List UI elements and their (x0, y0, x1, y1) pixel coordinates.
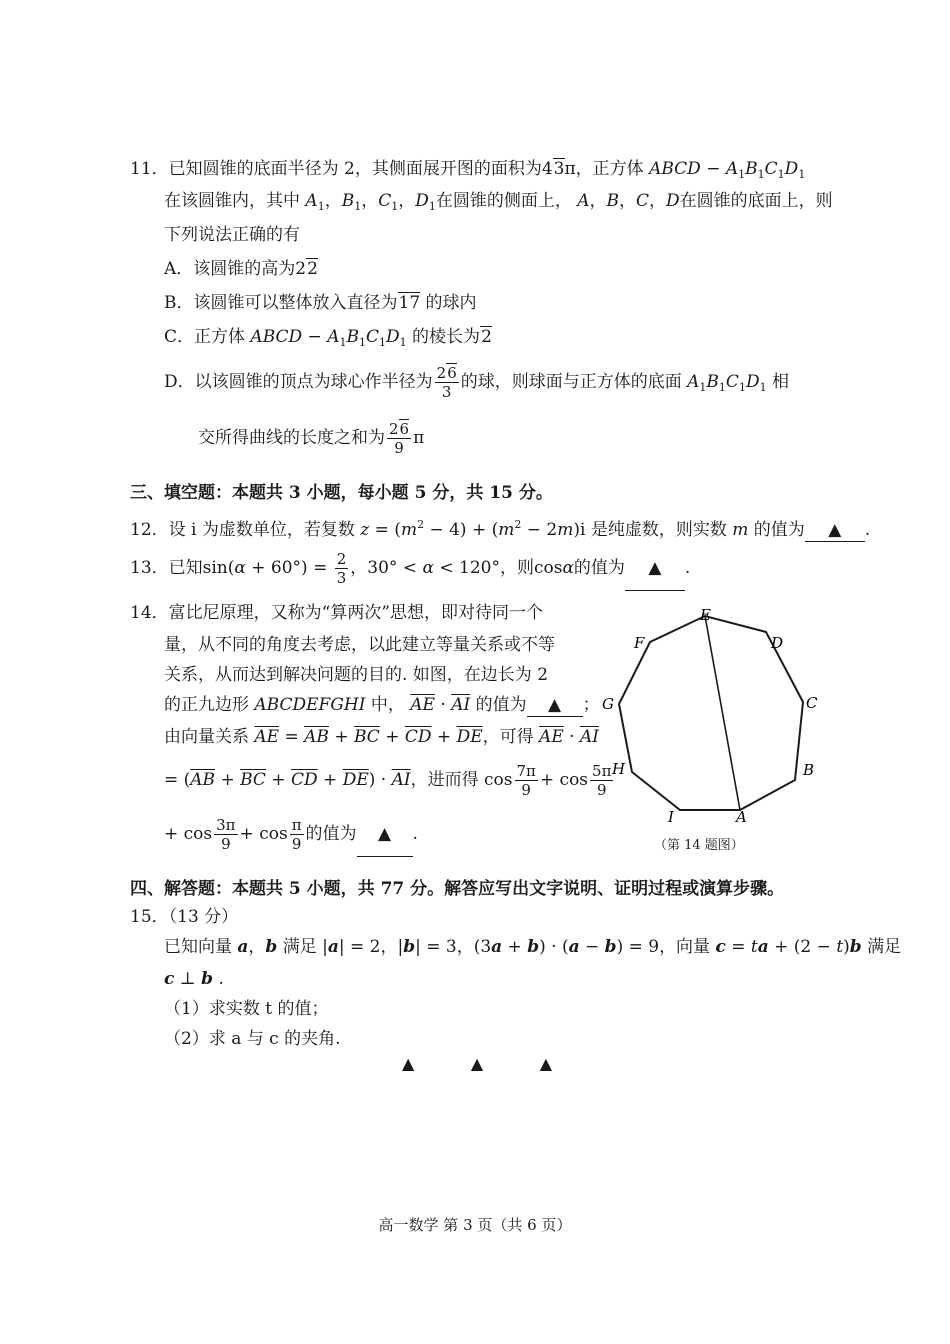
q12-answer-blank[interactable]: ▲ (805, 519, 865, 542)
vertex-label-e: E (700, 606, 711, 624)
q15-line2: c ⊥ b . (164, 969, 224, 989)
q14-line4: 的正九边形 ABCDEFGHI 中， $\overline{AE} \cdot \overline{AI}$ 的值为 ▲ ； (164, 695, 600, 715)
end-mark-3: ▲ (539, 1054, 552, 1073)
vertex-label-i: I (668, 808, 674, 826)
q11-option-a: A．该圆锥的高为22 (164, 259, 318, 279)
q11-line2: 在该圆锥内，其中 $A_1$，$B_1$，$C_1$，$D_1$在圆锥的侧面上， A，B，C，D在圆锥的底面上，则 (164, 191, 833, 213)
q14-answer-blank-1[interactable]: ▲ (527, 694, 583, 717)
section-4-heading: 四、解答题：本题共 5 小题，共 77 分。解答应写出文字说明、证明过程或演算步骤。 (130, 879, 785, 899)
vertex-label-g: G (602, 695, 614, 713)
q14-line5: 由向量关系 $\overline{AE} = \overline{AB} + \overline{BC} + \overline{CD} + \overline{DE}$，可得 $\overline{AE} \cdot \overline{AI}$ (164, 727, 599, 747)
q14-line1: 14．富比尼原理，又称为“算两次”思想，即对待同一个 (130, 603, 544, 623)
page-footer: 高一数学 第 3 页（共 6 页） (378, 1216, 572, 1234)
q15-title: 15．（13 分） (130, 907, 239, 927)
q14-line3: 关系，从而达到解决问题的目的. 如图，在边长为 2 (164, 665, 549, 685)
vertex-label-d: D (771, 634, 784, 652)
q14-line2: 量，从不同的角度去考虑，以此建立等量关系或不等 (164, 635, 555, 655)
q13: 13．已知sin(α + 60°) = $\frac{2}{3}$ ，30° < α < 120°，则cosα的值为 ▲ . (130, 546, 690, 591)
q14-answer-blank-2[interactable]: ▲ (357, 812, 413, 857)
end-mark-2: ▲ (470, 1054, 484, 1073)
q15-part1: （1）求实数 t 的值； (164, 999, 329, 1019)
q14-line6: = $(\overline{AB} + \overline{BC} + \overline{CD} + \overline{DE}) \cdot \overline{AI}$，进而得 cos $\frac{7\pi}{9}$ + cos $\frac{5\pi}{9}$ (164, 762, 612, 799)
figure-caption: （第 14 题图） (654, 838, 744, 853)
vertex-label-f: F (634, 634, 645, 652)
q14-line7: + cos $\frac{3\pi}{9}$ + cos $\frac{\pi}{9}$ 的值为 ▲ . (164, 812, 418, 857)
q15-line1: 已知向量 a，b 满足 |a| = 2，|b| = 3，(3a + b) · (a − b) = 9，向量 c = ta + (2 − t)b 满足 (164, 937, 902, 957)
vertex-label-c: C (806, 694, 818, 712)
nonagon-figure (596, 604, 828, 826)
q11-option-d-line1: D．以该圆锥的顶点为球心作半径为 $\frac{26}{3}$ 的球，则球面与正方体的底面 $A_1B_1C_1D_1$ 相 (164, 364, 789, 401)
end-mark-1: ▲ (402, 1054, 415, 1073)
q15-part2: （2）求 a 与 c 的夹角. (164, 1029, 341, 1049)
q11-line3: 下列说法正确的有 (164, 225, 300, 245)
q12: 12．设 i 为虚数单位，若复数 $z = (m^2 - 4) + (m^2 - 2m)i$ 是纯虚数，则实数 m 的值为 ▲ . (130, 518, 871, 540)
vertex-label-a: A (736, 808, 747, 826)
q11-option-c: C．正方体 ABCD − $A_1B_1C_1D_1$ 的棱长为2 (164, 327, 492, 349)
q11-option-b: B．该圆锥可以整体放入直径为17 的球内 (164, 293, 477, 313)
vertex-label-b: B (803, 761, 815, 779)
diagonal-ae (705, 616, 740, 810)
section-3-heading: 三、填空题：本题共 3 小题，每小题 5 分，共 15 分。 (130, 483, 553, 503)
vertex-label-h: H (612, 760, 626, 778)
q13-answer-blank[interactable]: ▲ (625, 546, 685, 591)
q11-line1: 11．已知圆锥的底面半径为 2，其侧面展开图的面积为43π，正方体 ABCD − $A_1B_1C_1D_1$ (130, 159, 806, 181)
end-marks (402, 1054, 552, 1073)
q11-option-d-line2: 交所得曲线的长度之和为 $\frac{26}{9}$ π (198, 420, 425, 457)
